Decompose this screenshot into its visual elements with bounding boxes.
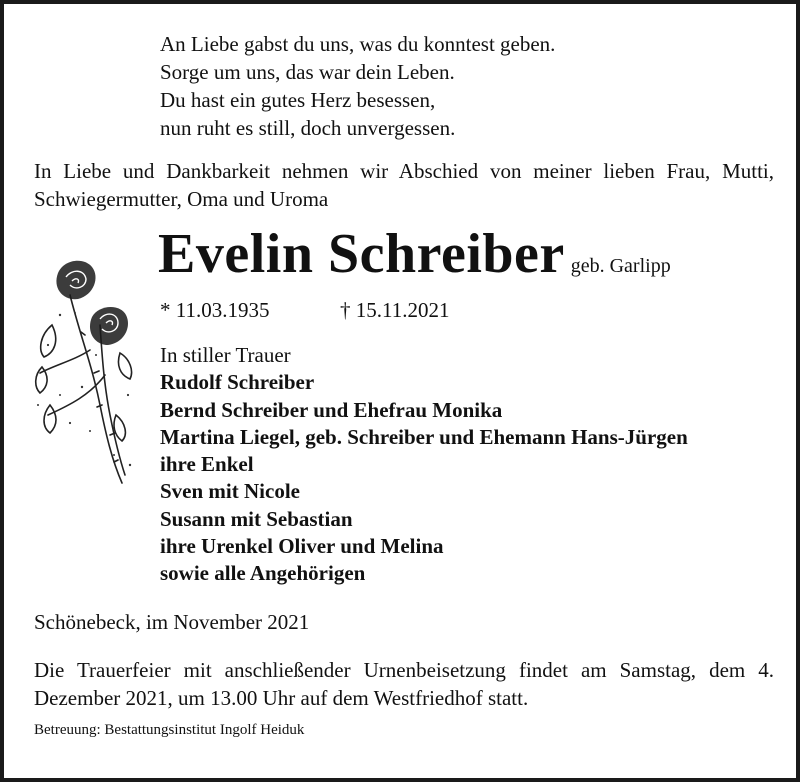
mourner: Martina Liegel, geb. Schreiber und Ehemann Hans-Jürgen bbox=[160, 424, 688, 449]
poem-line: nun ruht es still, doch unvergessen. bbox=[160, 116, 456, 140]
poem-line: Du hast ein gutes Herz besessen, bbox=[160, 88, 436, 112]
mourner: ihre Urenkel Oliver und Melina bbox=[160, 534, 444, 559]
life-dates bbox=[160, 298, 449, 323]
mourner: Susann mit Sebastian bbox=[160, 506, 353, 531]
funeral-care: Betreuung: Bestattungsinstitut Ingolf Heiduk bbox=[34, 722, 305, 738]
poem-line: An Liebe gabst du uns, was du konntest geben. bbox=[160, 32, 556, 56]
poem-line: Sorge um uns, das war dein Leben. bbox=[160, 60, 455, 84]
birth-date: * 11.03.1935 bbox=[160, 298, 270, 322]
rose-icon bbox=[30, 255, 140, 490]
intro-text: In Liebe und Dankbarkeit nehmen wir Abschied von meiner lieben Frau, Mutti, Schwiegermutter, Oma und Uroma bbox=[34, 159, 774, 211]
mourner: Rudolf Schreiber bbox=[160, 370, 315, 395]
maiden-name: geb. Garlipp bbox=[570, 255, 671, 277]
mourners-list bbox=[160, 342, 688, 588]
deceased-name: Evelin Schreiber bbox=[158, 223, 565, 285]
mourner: ihre Enkel bbox=[160, 452, 254, 477]
mourner: sowie alle Angehörigen bbox=[160, 561, 366, 586]
deceased-name-line bbox=[158, 222, 671, 286]
ceremony-text: Die Trauerfeier mit anschließender Urnenbeisetzung findet am Samstag, dem 4. Dezember 2021, um 13.00 Uhr auf dem Westfriedhof statt. bbox=[34, 658, 774, 710]
mourners-heading: In stiller Trauer bbox=[160, 343, 291, 367]
mourner: Bernd Schreiber und Ehefrau Monika bbox=[160, 397, 503, 422]
poem bbox=[160, 30, 555, 142]
mourner: Sven mit Nicole bbox=[160, 479, 300, 504]
place-date: Schönebeck, im November 2021 bbox=[34, 610, 310, 634]
death-date: † 15.11.2021 bbox=[340, 298, 450, 322]
